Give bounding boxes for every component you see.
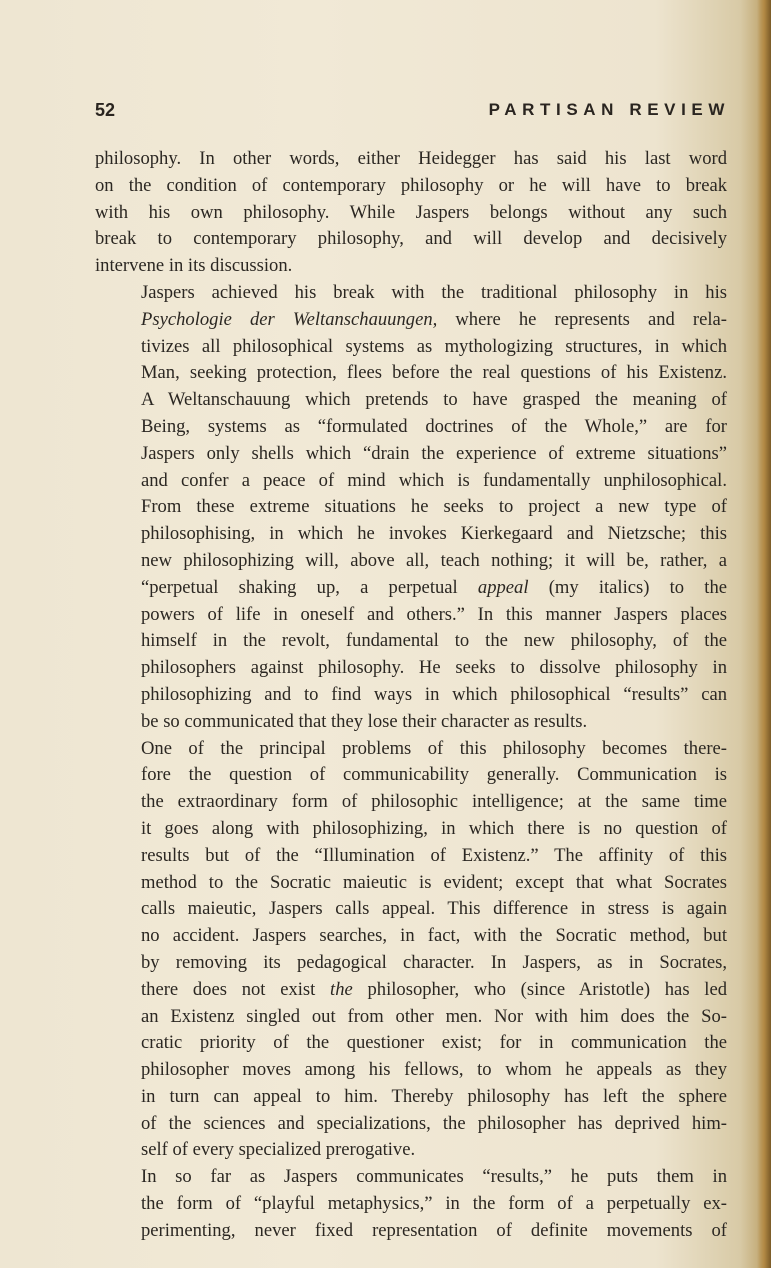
text-line-italic-title: Psychologie der Weltanschauungen, where he represents and rela- <box>141 308 727 330</box>
paragraph-4 <box>95 1164 727 1244</box>
paragraph-3 <box>95 736 727 1165</box>
text-line: be so communicated that they lose their character as results. <box>141 710 588 732</box>
text-line: philosopher moves among his fellows, to whom he appeals as they <box>141 1059 727 1081</box>
text-line: perimenting, never fixed representation of definite movements of <box>141 1219 727 1241</box>
body-text <box>95 146 727 1245</box>
paragraph-2 <box>95 280 727 736</box>
text-line: philosophizing and to find ways in which philosophical “results” can <box>141 683 727 705</box>
text-line: Being, systems as “formulated doctrines of the Whole,” are for <box>141 415 727 437</box>
text-line: of the sciences and specializations, the philosopher has deprived him- <box>141 1112 727 1134</box>
text-line: no accident. Jaspers searches, in fact, with the Socratic method, but <box>141 925 727 947</box>
italic-appeal: appeal <box>477 576 529 598</box>
text-line: In so far as Jaspers communicates “results,” he puts them in <box>141 1166 727 1188</box>
text-line: tivizes all philosophical systems as mythologizing structures, in which <box>141 335 727 357</box>
italic-the: the <box>330 978 353 1000</box>
text-line: method to the Socratic maieutic is evident; except that what Socrates <box>141 871 727 893</box>
text-line: philosophy. In other words, either Heidegger has said his last word <box>95 148 727 169</box>
text-line-italic-the: there does not exist the philosopher, who (since Aristotle) has led <box>141 978 727 1000</box>
text-line: in turn can appeal to him. Thereby philosophy has left the sphere <box>141 1085 727 1107</box>
text-line: an Existenz singled out from other men. Nor with him does the So- <box>141 1005 727 1027</box>
text-line: results but of the “Illumination of Existenz.” The affinity of this <box>141 844 727 866</box>
text-line: Jaspers only shells which “drain the experience of extreme situations” <box>141 442 727 464</box>
text-line: the form of “playful metaphysics,” in the form of a perpetually ex- <box>141 1193 727 1215</box>
text-line: A Weltanschauung which pretends to have grasped the meaning of <box>141 389 727 411</box>
text-line: the extraordinary form of philosophic intelligence; at the same time <box>141 791 727 813</box>
text-line: on the condition of contemporary philosophy or he will have to break <box>95 174 727 196</box>
text-line: calls maieutic, Jaspers calls appeal. This difference in stress is again <box>141 898 727 920</box>
italic-book-title: Psychologie der Weltanschauungen, <box>141 308 438 330</box>
page-edge-shadow <box>757 0 771 1268</box>
text-line: and confer a peace of mind which is fundamentally unphilosophical. <box>141 469 727 491</box>
journal-title: PARTISAN REVIEW <box>488 100 730 119</box>
text-line: himself in the revolt, fundamental to the new philosophy, of the <box>141 630 727 652</box>
text-line: with his own philosophy. While Jaspers belongs without any such <box>95 201 727 223</box>
text-line: Jaspers achieved his break with the traditional philosophy in his <box>141 281 727 303</box>
text-line: philosophers against philosophy. He seeks to dissolve philosophy in <box>141 657 727 679</box>
text-line: fore the question of communicability generally. Communication is <box>141 764 727 786</box>
running-head <box>95 100 730 126</box>
text-line: Man, seeking protection, flees before the real questions of his Existenz. <box>141 362 727 384</box>
text-line: it goes along with philosophizing, in which there is no question of <box>141 817 727 839</box>
text-line: self of every specialized prerogative. <box>141 1139 416 1161</box>
text-line: philosophising, in which he invokes Kierkegaard and Nietzsche; this <box>141 523 727 545</box>
text-line: new philosophizing will, above all, teach nothing; it will be, rather, a <box>141 549 727 571</box>
text-line: From these extreme situations he seeks to project a new type of <box>141 496 727 518</box>
text-line: powers of life in oneself and others.” In this manner Jaspers places <box>141 603 727 625</box>
text-line: by removing its pedagogical character. In Jaspers, as in Socrates, <box>141 951 727 973</box>
page-number: 52 <box>95 100 116 120</box>
text-line: cratic priority of the questioner exist; for in communication the <box>141 1032 727 1054</box>
text-line: intervene in its discussion. <box>95 255 293 277</box>
paragraph-1 <box>95 146 727 280</box>
text-line: break to contemporary philosophy, and will develop and decisively <box>95 228 727 250</box>
text-line: One of the principal problems of this philosophy becomes there- <box>141 737 727 759</box>
text-line-italic-appeal: “perpetual shaking up, a perpetual appeal (my italics) to the <box>141 576 727 598</box>
